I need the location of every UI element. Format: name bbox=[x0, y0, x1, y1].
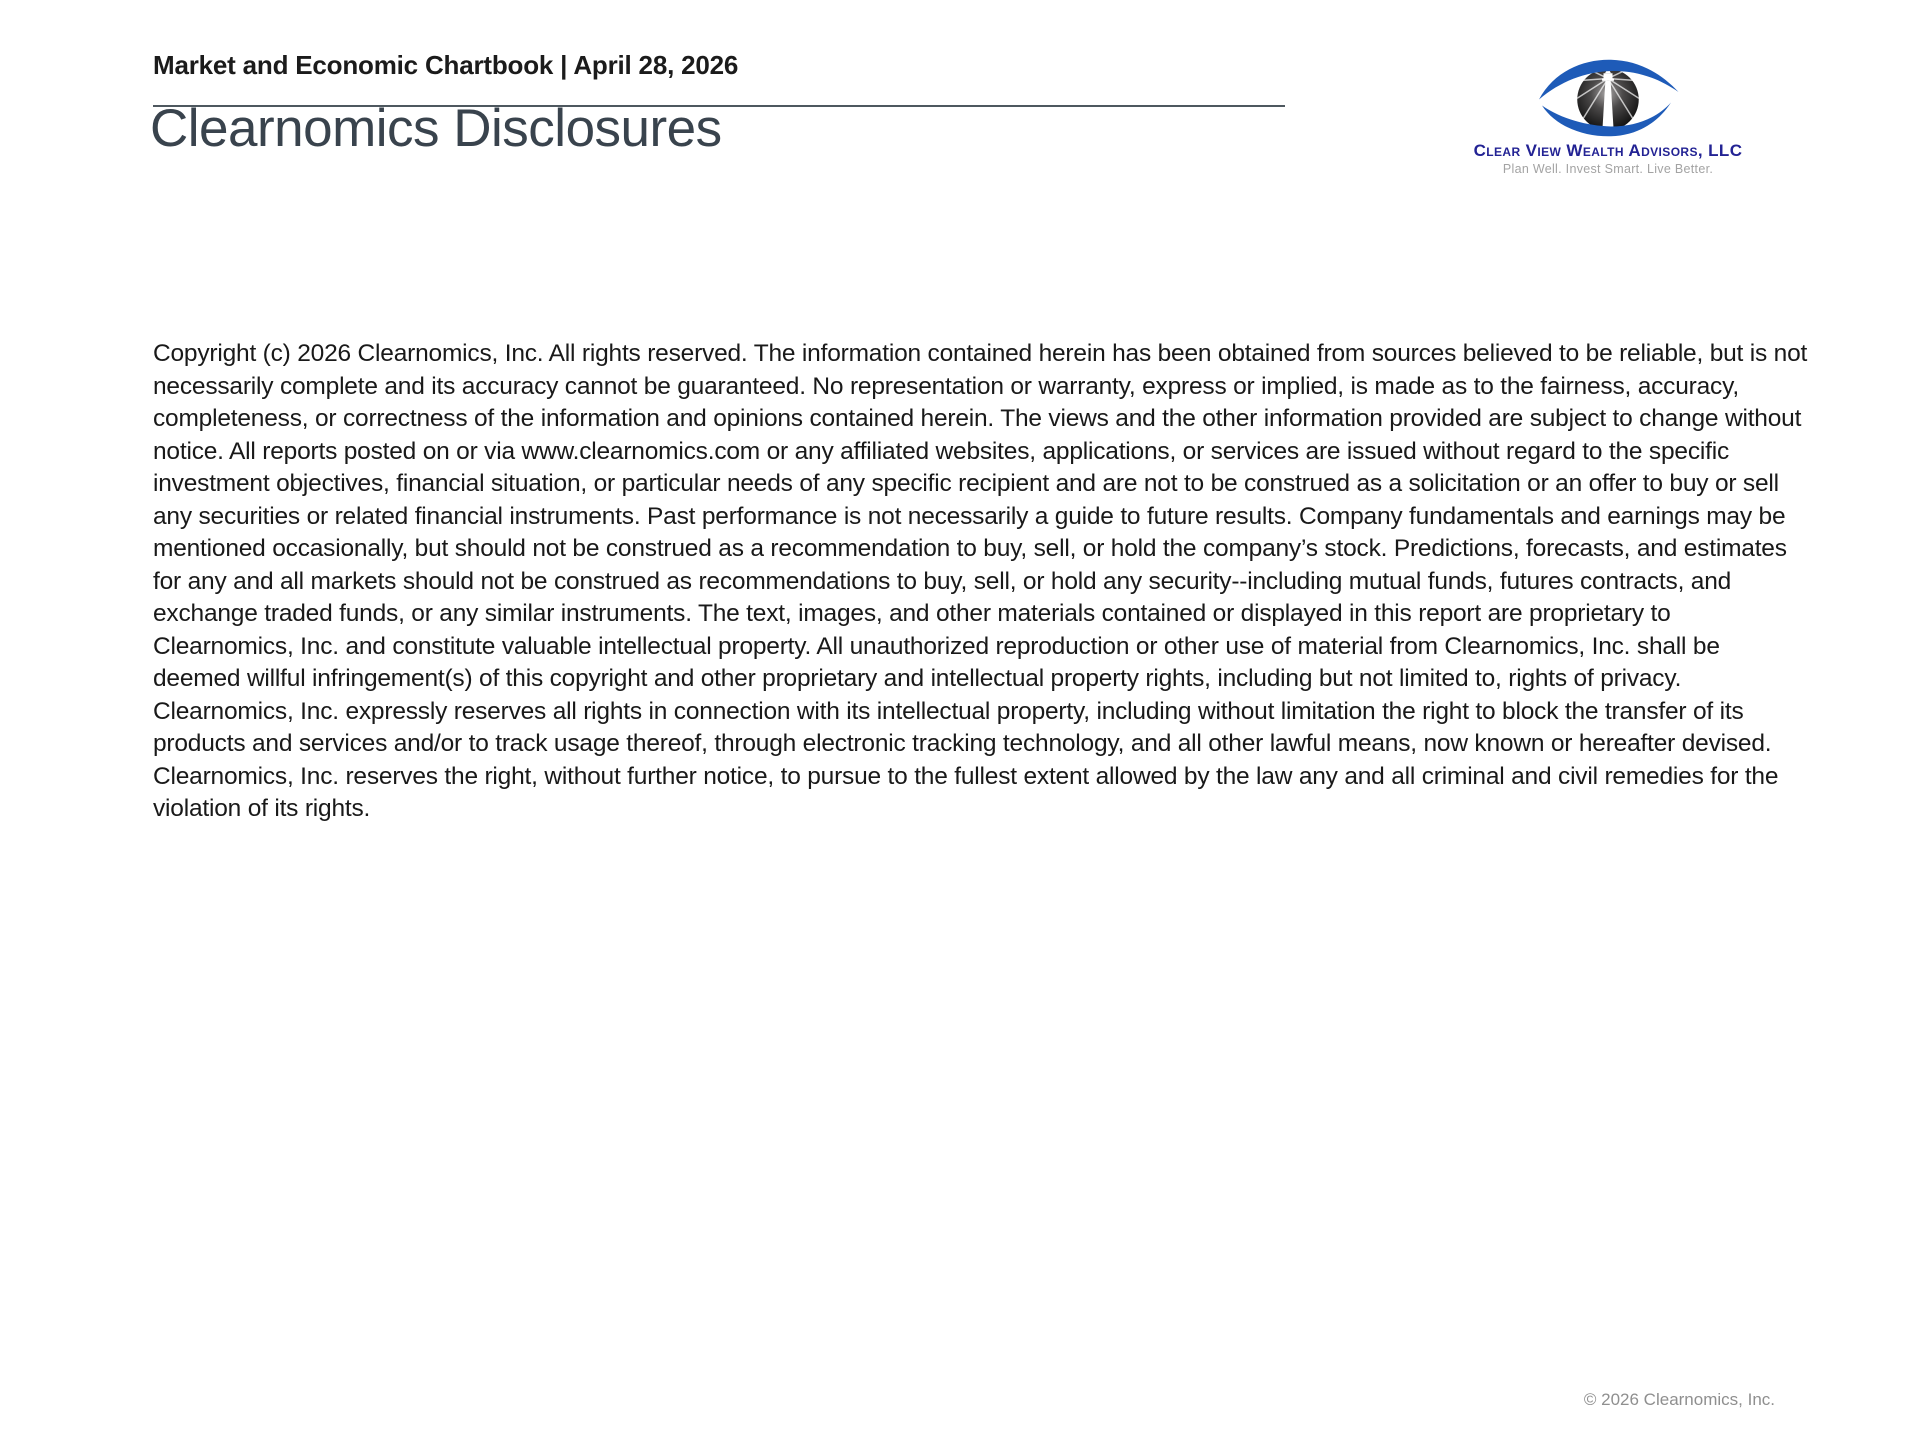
logo-company-name: Clear View Wealth Advisors, LLC bbox=[1473, 141, 1743, 160]
header-title: Market and Economic Chartbook | April 28, 2026 bbox=[153, 50, 739, 80]
page-title: Clearnomics Disclosures bbox=[150, 99, 722, 158]
eye-lighthouse-icon bbox=[1533, 56, 1683, 140]
disclosure-paragraph: Copyright (c) 2026 Clearnomics, Inc. All rights reserved. The information contained herein has been obtained from sources believed to be reliable, but is not necessarily complete and its accuracy cannot be guaranteed. No representation or warranty, express or implied, is made as to the fairness, accuracy, completeness, or correctness of the information and opinions contained herein. The views and the other information provided are subject to change without notice. All reports posted on or via www.clearnomics.com or any affiliated websites, applications, or services are issued without regard to the specific investment objectives, financial situation, or particular needs of any specific recipient and are not to be construed as a solicitation or an offer to buy or sell any securities or related financial instruments. Past performance is not necessarily a guide to future results. Company fundamentals and earnings may be mentioned occasionally, but should not be construed as a recommendation to buy, sell, or hold the company’s stock. Predictions, forecasts, and estimates for any and all markets should not be construed as recommendations to buy, sell, or hold any security--including mutual funds, futures contracts, and exchange traded funds, or any similar instruments. The text, images, and other materials contained or displayed in this report are proprietary to Clearnomics, Inc. and constitute valuable intellectual property. All unauthorized reproduction or other use of material from Clearnomics, Inc. shall be deemed willful infringement(s) of this copyright and other proprietary and intellectual property rights, including but not limited to, rights of privacy. Clearnomics, Inc. expressly reserves all rights in connection with its intellectual property, including without limitation the right to block the transfer of its products and services and/or to track usage thereof, through electronic tracking technology, and all other lawful means, now known or hereafter devised. Clearnomics, Inc. reserves the right, without further notice, to pursue to the fullest extent allowed by the law any and all criminal and civil remedies for the violation of its rights. bbox=[153, 340, 1808, 822]
logo-tagline: Plan Well. Invest Smart. Live Better. bbox=[1502, 161, 1714, 176]
clear-view-wealth-advisors-logo bbox=[1452, 56, 1764, 176]
footer-copyright: © 2026 Clearnomics, Inc. bbox=[1583, 1390, 1775, 1409]
